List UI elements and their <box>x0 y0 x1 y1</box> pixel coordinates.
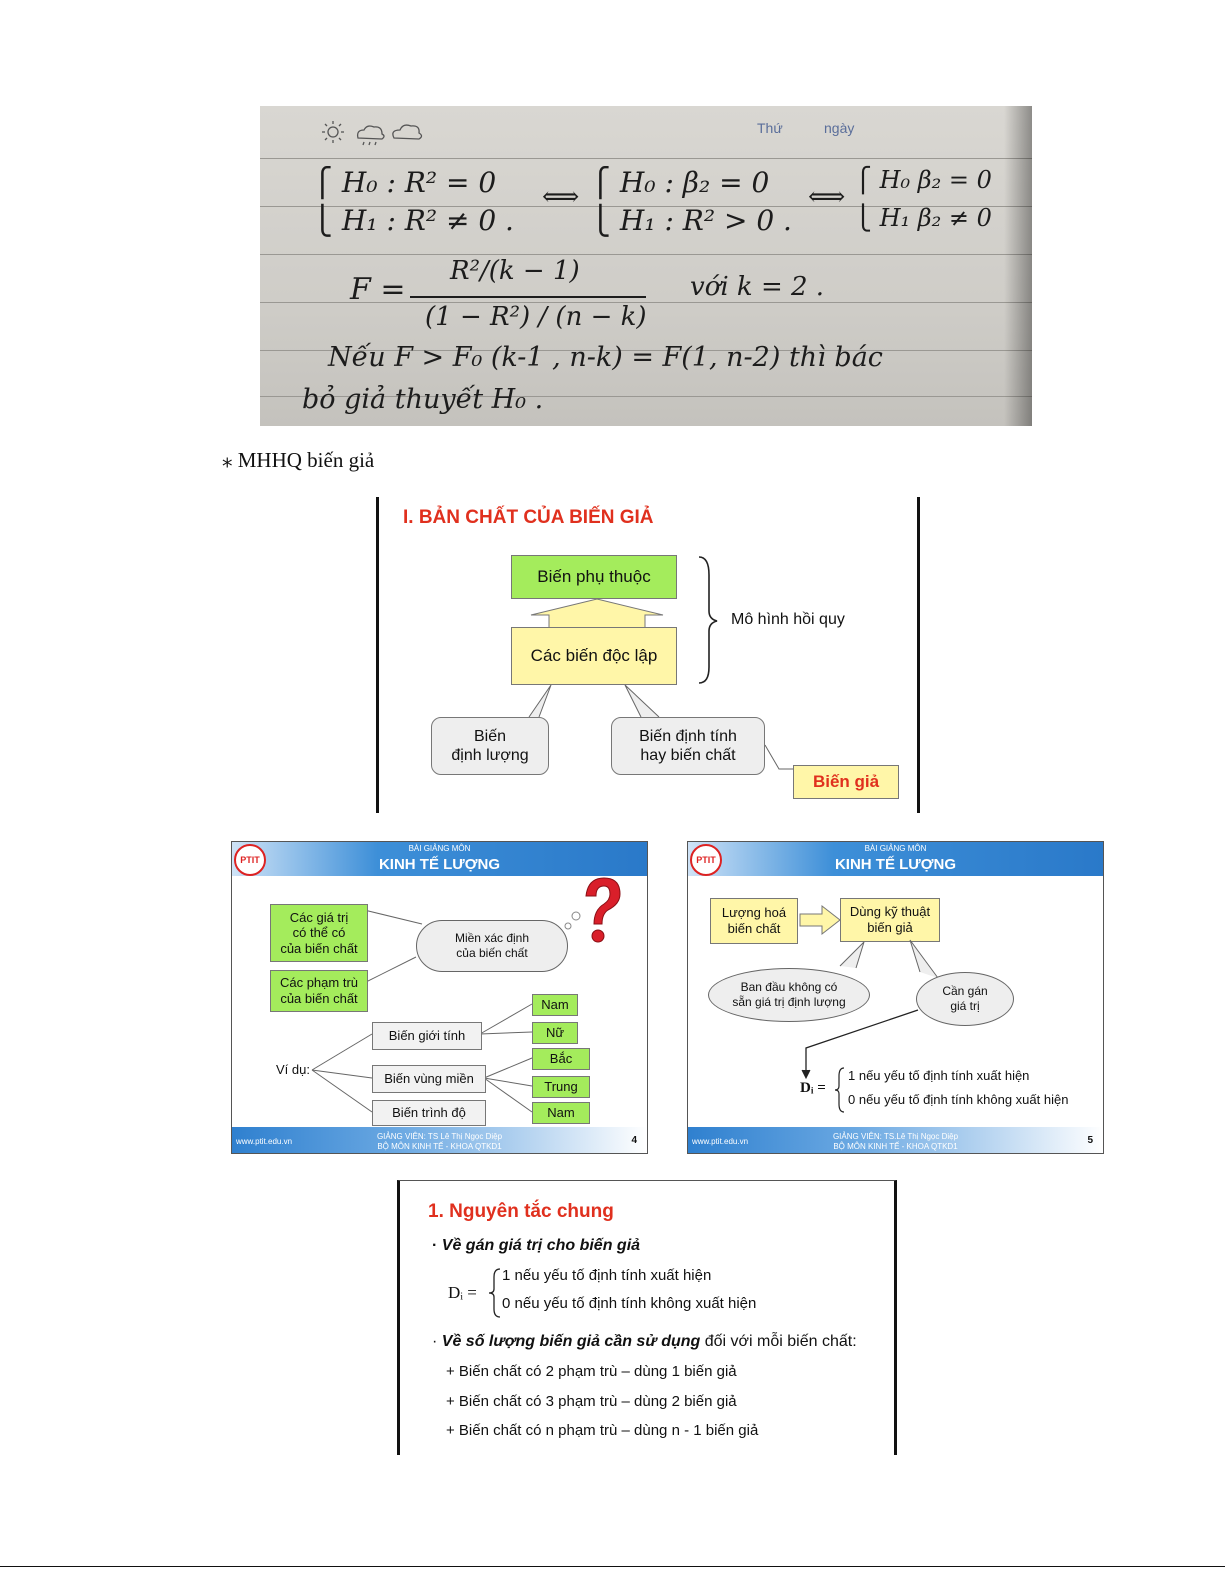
domain-cloud-callout: Miền xác định của biến chất <box>416 920 568 972</box>
dummy-variable-box: Biến giả <box>793 765 899 799</box>
value-central: Trung <box>532 1076 590 1098</box>
dummy-count-heading: · Về số lượng biến giả cần sử dụng đối với mỗi biến chất: <box>432 1333 857 1350</box>
hypothesis-h1-r2: ⎩ H₁ : R² ≠ 0 . <box>312 204 514 237</box>
equivalence-symbol-2: ⟺ <box>808 182 846 212</box>
sun-icon <box>322 121 344 143</box>
qualitative-variable-box: Biến định tính hay biến chất <box>611 717 765 775</box>
dummy-case-1: 1 nếu yếu tố định tính xuất hiện <box>848 1068 1030 1083</box>
decision-rule-line2: bỏ giả thuyết H₀ . <box>302 384 544 415</box>
no-initial-value-callout: Ban đầu không có sẵn giá trị định lượng <box>708 968 870 1022</box>
slide1-title: I. BẢN CHẤT CỦA BIẾN GIẢ <box>403 507 654 528</box>
f-statistic-numerator: R²/(k − 1) <box>450 256 580 286</box>
rule-n-categories: + Biến chất có n phạm trù – dùng n - 1 biến giả <box>446 1422 759 1439</box>
hypothesis-h0-r2: ⎧ H₀ : R² = 0 <box>312 166 497 199</box>
rule-2-categories: + Biến chất có 2 phạm trù – dùng 1 biến giả <box>446 1363 737 1380</box>
decision-rule-line1: Nếu F > F₀ (k-1 , n-k) = F(1, n-2) thì bác <box>328 342 883 373</box>
left-brace-icon <box>488 1267 502 1319</box>
region-variable-box: Biến vùng miền <box>372 1065 486 1093</box>
value-south: Nam <box>532 1102 590 1124</box>
possible-values-box: Các giá trị có thể có của biến chất <box>270 904 368 962</box>
hypothesis-h0-beta2-right: ⎧ H₀ β₂ = 0 <box>854 166 992 194</box>
notebook-date-label: ngày <box>824 120 855 136</box>
dummy-case-0: 0 nếu yếu tố định tính không xuất hiện <box>502 1295 757 1312</box>
dummy-case-0: 0 nếu yếu tố định tính không xuất hiện <box>848 1092 1069 1107</box>
dummy-technique-box: Dùng kỹ thuật biến giả <box>840 898 940 942</box>
value-north: Bắc <box>532 1048 590 1070</box>
gender-variable-box: Biến giới tính <box>372 1022 482 1050</box>
hypothesis-h1-beta2-right: ⎩ H₁ β₂ ≠ 0 <box>854 204 992 232</box>
cloud-rain-icon <box>358 126 384 145</box>
ptit-logo: PTIT <box>690 844 722 876</box>
bullet-symbol: ⁎ <box>222 448 233 472</box>
slide-general-principles <box>397 1180 897 1455</box>
dummy-formula-label: Dᵢ = <box>800 1080 826 1096</box>
dependent-variable-box: Biến phụ thuộc <box>511 555 677 599</box>
cloud-icon <box>393 125 422 139</box>
left-brace-icon <box>834 1066 846 1114</box>
assign-value-callout: Cần gán giá trị <box>916 972 1014 1026</box>
dummy-formula-label: Dᵢ = <box>448 1283 477 1302</box>
education-variable-box: Biến trình độ <box>372 1100 486 1126</box>
handwritten-notebook-photo <box>260 106 1032 426</box>
slide2-header: BÀI GIẢNG MÔN KINH TẾ LƯỢNG <box>232 842 647 876</box>
dummy-case-1: 1 nếu yếu tố định tính xuất hiện <box>502 1267 712 1284</box>
fraction-bar <box>410 296 646 298</box>
categories-box: Các phạm trù của biến chất <box>270 970 368 1012</box>
slide3-header: BÀI GIẢNG MÔN KINH TẾ LƯỢNG <box>688 842 1103 876</box>
value-male: Nam <box>532 994 578 1016</box>
hypothesis-h1-r2-positive: ⎩ H₁ : R² > 0 . <box>590 204 792 237</box>
assign-value-heading: · Về gán giá trị cho biến giả <box>432 1237 641 1254</box>
independent-variables-box: Các biến độc lập <box>511 627 677 685</box>
weather-icons <box>318 118 438 148</box>
question-mark-icon <box>558 870 630 950</box>
slide-domain-of-qualitative <box>231 841 648 1154</box>
quantitative-variable-box: Biến định lượng <box>431 717 549 775</box>
rule-3-categories: + Biến chất có 3 phạm trù – dùng 2 biến giả <box>446 1393 737 1410</box>
section-heading: MHHQ biến giả <box>237 448 375 472</box>
ptit-logo: PTIT <box>234 844 266 876</box>
quantify-box: Lượng hoá biến chất <box>710 898 798 944</box>
regression-model-label: Mô hình hồi quy <box>731 611 845 628</box>
slide2-footer: www.ptit.edu.vn GIẢNG VIÊN: TS Lê Thị Ngọc Diệp BỘ MÔN KINH TẾ - KHOA QTKD1 4 <box>232 1127 647 1153</box>
slide-nature-of-dummy <box>376 497 920 813</box>
slide-dummy-technique <box>687 841 1104 1154</box>
page-bottom-rule <box>0 1566 1225 1567</box>
f-statistic-condition: với k = 2 . <box>690 272 825 302</box>
notebook-day-label: Thứ <box>757 120 783 136</box>
f-statistic-denominator: (1 − R²) / (n − k) <box>425 302 647 332</box>
example-label: Ví dụ: <box>276 1062 310 1077</box>
f-statistic-lhs: F = <box>350 272 406 307</box>
section-bullet <box>222 448 374 473</box>
slide3-footer: www.ptit.edu.vn GIẢNG VIÊN: TS.Lê Thị Ngọc Diệp BỘ MÔN KINH TẾ - KHOA QTKD1 5 <box>688 1127 1103 1153</box>
hypothesis-h0-beta2: ⎧ H₀ : β₂ = 0 <box>590 166 770 199</box>
value-female: Nữ <box>532 1022 578 1044</box>
equivalence-symbol-1: ⟺ <box>542 182 580 212</box>
slide4-title: 1. Nguyên tắc chung <box>428 1201 614 1222</box>
